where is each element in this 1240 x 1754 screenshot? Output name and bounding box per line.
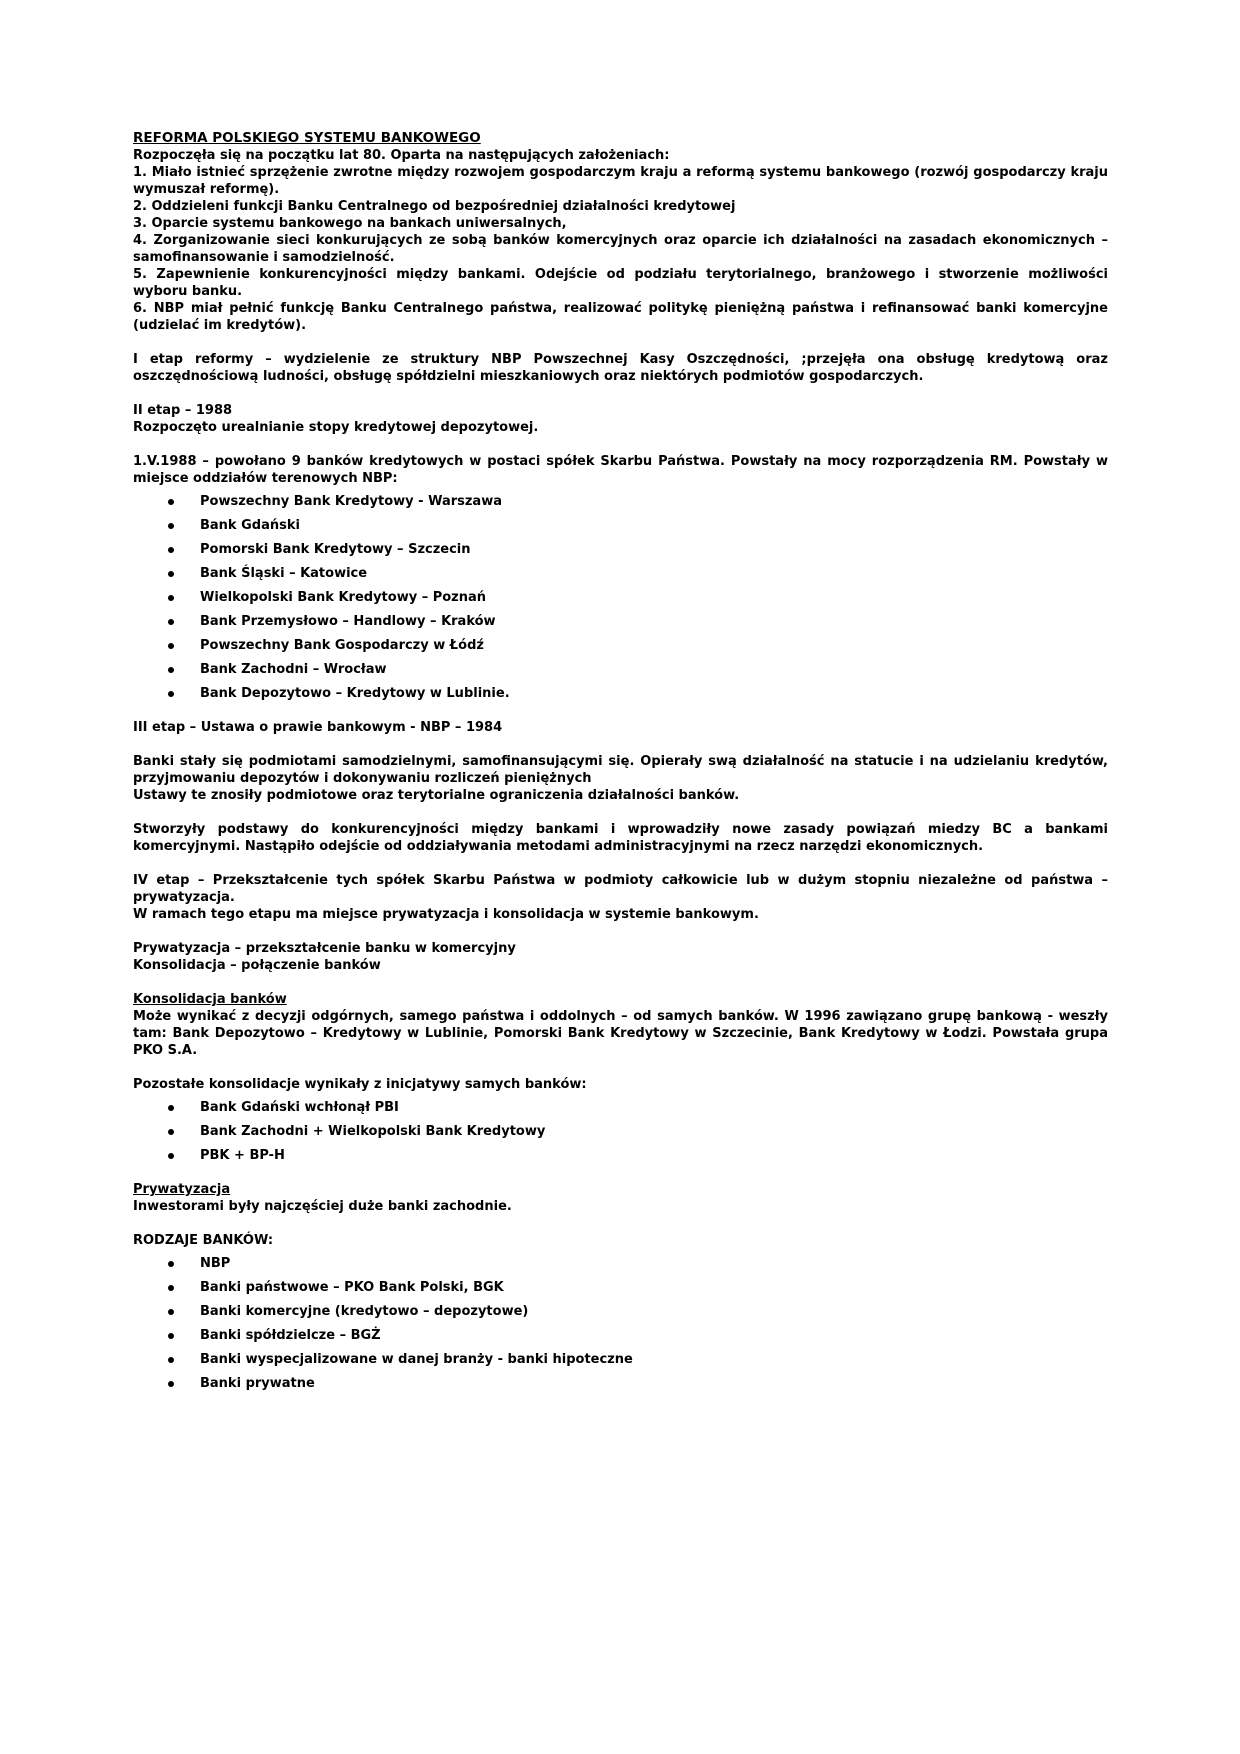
list-item (133, 1255, 1108, 1272)
stage2-paragraph: Rozpoczęto urealnianie stopy kredytowej depozytowej. (133, 420, 539, 435)
bullet-icon (168, 619, 174, 625)
list-item (133, 1279, 1108, 1296)
bullet-icon (168, 1153, 174, 1159)
banks-list (133, 493, 1108, 702)
list-item (133, 637, 1108, 654)
consolidation-item: Bank Gdański wchłonął PBI (200, 1100, 399, 1115)
list-item (133, 1123, 1108, 1140)
consolidation-heading: Konsolidacja banków (133, 992, 287, 1007)
bank-name: Wielkopolski Bank Kredytowy – Poznań (200, 590, 487, 605)
bullet-icon (168, 1309, 174, 1315)
bank-name: Powszechny Bank Gospodarczy w Łódź (200, 638, 484, 653)
bank-name: Bank Śląski – Katowice (200, 566, 368, 581)
bank-type-item: NBP (200, 1256, 231, 1271)
consolidations-intro-paragraph: Pozostałe konsolidacje wynikały z inicjatywy samych banków: (133, 1077, 587, 1092)
stage4-paragraph-1: IV etap – Przekształcenie tych spółek Skarbu Państwa w podmioty całkowicie lub w dużym stopniu niezależne od państwa – prywatyzacja. (133, 873, 1108, 905)
privatization-paragraph: Inwestorami były najczęściej duże banki zachodnie. (133, 1199, 512, 1214)
bank-type-item: Banki wyspecjalizowane w danej branży - banki hipoteczne (200, 1352, 633, 1367)
assumption-3: 3. Oparcie systemu bankowego na bankach uniwersalnych, (133, 216, 567, 231)
bullet-icon (168, 1105, 174, 1111)
stage3-paragraph-1: Banki stały się podmiotami samodzielnymi, samofinansującymi się. Opierały swą działalność na statucie i na udzielaniu kredytów, przyjmowaniu depozytów i dokonywaniu rozliczeń pieniężnych (133, 754, 1108, 786)
bullet-icon (168, 1129, 174, 1135)
bullet-icon (168, 1261, 174, 1267)
bullet-icon (168, 547, 174, 553)
list-item (133, 1327, 1108, 1344)
bullet-icon (168, 1381, 174, 1387)
stage1-paragraph: I etap reformy – wydzielenie ze struktury NBP Powszechnej Kasy Oszczędności, ;przejęła ona obsługę kredytową oraz oszczędnościową ludności, obsługę spółdzielni mieszkaniowych oraz niektórych podmiotów gospodarczych. (133, 352, 1108, 384)
list-item (133, 613, 1108, 630)
consolidation-item: PBK + BP-H (200, 1148, 285, 1163)
list-item (133, 565, 1108, 582)
list-item (133, 661, 1108, 678)
assumption-6: 6. NBP miał pełnić funkcję Banku Centralnego państwa, realizować politykę pieniężną państwa i refinansować banki komercyjne (udzielać im kredytów). (133, 301, 1108, 333)
stage3-paragraph-2: Ustawy te znosiły podmiotowe oraz terytorialne ograniczenia działalności banków. (133, 788, 740, 803)
bank-type-item: Banki państwowe – PKO Bank Polski, BGK (200, 1280, 504, 1295)
bullet-icon (168, 667, 174, 673)
bank-name: Powszechny Bank Kredytowy - Warszawa (200, 494, 502, 509)
privatization-heading: Prywatyzacja (133, 1182, 231, 1197)
definition-consolidation: Konsolidacja – połączenie banków (133, 958, 381, 973)
consolidation-paragraph: Może wynikać z decyzji odgórnych, samego państwa i oddolnych – od samych banków. W 1996 zawiązano grupę bankową - weszły tam: Bank Depozytowo – Kredytowy w Lublinie, Pomorski Bank Kredytowy w Szczecinie, Bank Kredytowy w Łodzi. Powstała grupa PKO S.A. (133, 1009, 1108, 1058)
definition-privatization: Prywatyzacja – przekształcenie banku w komercyjny (133, 941, 516, 956)
assumption-4: 4. Zorganizowanie sieci konkurujących ze sobą banków komercyjnych oraz oparcie ich działalności na zasadach ekonomicznych – samofinansowanie i samodzielność. (133, 233, 1108, 265)
bullet-icon (168, 691, 174, 697)
assumption-2: 2. Oddzieleni funkcji Banku Centralnego od bezpośredniej działalności kredytowej (133, 199, 736, 214)
stage3-title: III etap – Ustawa o prawie bankowym - NBP – 1984 (133, 720, 503, 735)
consolidation-item: Bank Zachodni + Wielkopolski Bank Kredytowy (200, 1124, 546, 1139)
bullet-icon (168, 571, 174, 577)
list-item (133, 1147, 1108, 1164)
bullet-icon (168, 643, 174, 649)
list-item (133, 1375, 1108, 1392)
document-page (133, 130, 1108, 1399)
bullet-icon (168, 523, 174, 529)
intro-paragraph: Rozpoczęła się na początku lat 80. Oparta na następujących założeniach: (133, 148, 670, 163)
stage4-paragraph-2: W ramach tego etapu ma miejsce prywatyzacja i konsolidacja w systemie bankowym. (133, 907, 759, 922)
banks-intro-paragraph: 1.V.1988 – powołano 9 banków kredytowych w postaci spółek Skarbu Państwa. Powstały na mocy rozporządzenia RM. Powstały w miejsce oddziałów terenowych NBP: (133, 454, 1108, 486)
bank-type-item: Banki spółdzielcze – BGŻ (200, 1328, 381, 1343)
bullet-icon (168, 1285, 174, 1291)
list-item (133, 517, 1108, 534)
assumption-1: 1. Miało istnieć sprzężenie zwrotne między rozwojem gospodarczym kraju a reformą systemu bankowego (rozwój gospodarczy kraju wymuszał reformę). (133, 165, 1108, 197)
bank-name: Bank Depozytowo – Kredytowy w Lublinie. (200, 686, 510, 701)
bullet-icon (168, 595, 174, 601)
list-item (133, 493, 1108, 510)
bank-type-item: Banki prywatne (200, 1376, 315, 1391)
bank-name: Bank Gdański (200, 518, 300, 533)
bullet-icon (168, 1333, 174, 1339)
stage3-paragraph-3: Stworzyły podstawy do konkurencyjności między bankami i wprowadziły nowe zasady powiązań miedzy BC a bankami komercyjnymi. Nastąpiło odejście od oddziaływania metodami administracyjnymi na rzecz narzędzi ekonomicznych. (133, 822, 1108, 854)
consolidations-list (133, 1099, 1108, 1164)
bank-name: Pomorski Bank Kredytowy – Szczecin (200, 542, 471, 557)
bank-name: Bank Zachodni – Wrocław (200, 662, 387, 677)
bank-name: Bank Przemysłowo – Handlowy – Kraków (200, 614, 496, 629)
bank-type-item: Banki komercyjne (kredytowo – depozytowe) (200, 1304, 529, 1319)
list-item (133, 1351, 1108, 1368)
bullet-icon (168, 499, 174, 505)
list-item (133, 589, 1108, 606)
stage2-title: II etap – 1988 (133, 403, 233, 418)
list-item (133, 1303, 1108, 1320)
document-title: REFORMA POLSKIEGO SYSTEMU BANKOWEGO (133, 130, 481, 146)
bullet-icon (168, 1357, 174, 1363)
bank-types-heading: RODZAJE BANKÓW: (133, 1233, 274, 1248)
assumption-5: 5. Zapewnienie konkurencyjności między bankami. Odejście od podziału terytorialnego, branżowego i stworzenie możliwości wyboru banku. (133, 267, 1108, 299)
list-item (133, 1099, 1108, 1116)
list-item (133, 685, 1108, 702)
bank-types-list (133, 1255, 1108, 1392)
list-item (133, 541, 1108, 558)
